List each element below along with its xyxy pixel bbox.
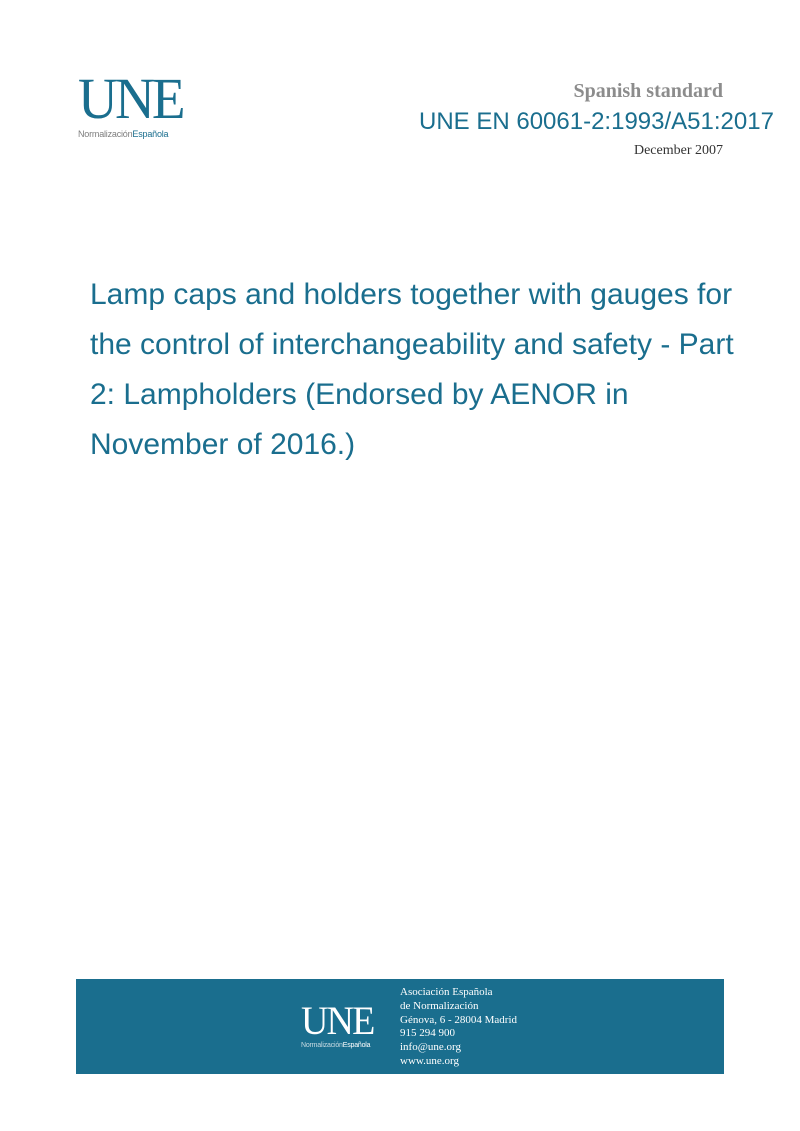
une-logo: [78, 66, 208, 139]
footer-band: [76, 979, 724, 1074]
footer-email[interactable]: info@une.org: [400, 1041, 461, 1054]
standard-code: UNE EN 60061-2:1993/A51:2017: [419, 108, 774, 135]
footer-phone: 915 294 900: [400, 1027, 455, 1040]
standard-type: Spanish standard: [573, 80, 723, 102]
footer-une-logo: [301, 998, 391, 1049]
standard-date: December 2007: [633, 143, 723, 158]
footer-address: Génova, 6 - 28004 Madrid: [400, 1013, 518, 1026]
footer-website[interactable]: www.une.org: [400, 1054, 459, 1067]
footer-contact-info: [400, 986, 517, 1069]
document-title: Lamp caps and holders together with gauges for the control of interchangeability and safety - Part 2: Lampholders (Endorsed by AENOR in November of 2016.): [90, 278, 734, 461]
une-logo-tagline: NormalizaciónEspañola: [78, 129, 169, 139]
footer-org-line2: de Normalización: [400, 999, 479, 1012]
footer-logo-tagline: NormalizaciónEspañola: [301, 1042, 371, 1049]
footer-logo-mark: UNE: [301, 998, 374, 1043]
une-logo-mark: UNE: [78, 66, 183, 131]
footer-org-line1: Asociación Española: [400, 986, 493, 998]
